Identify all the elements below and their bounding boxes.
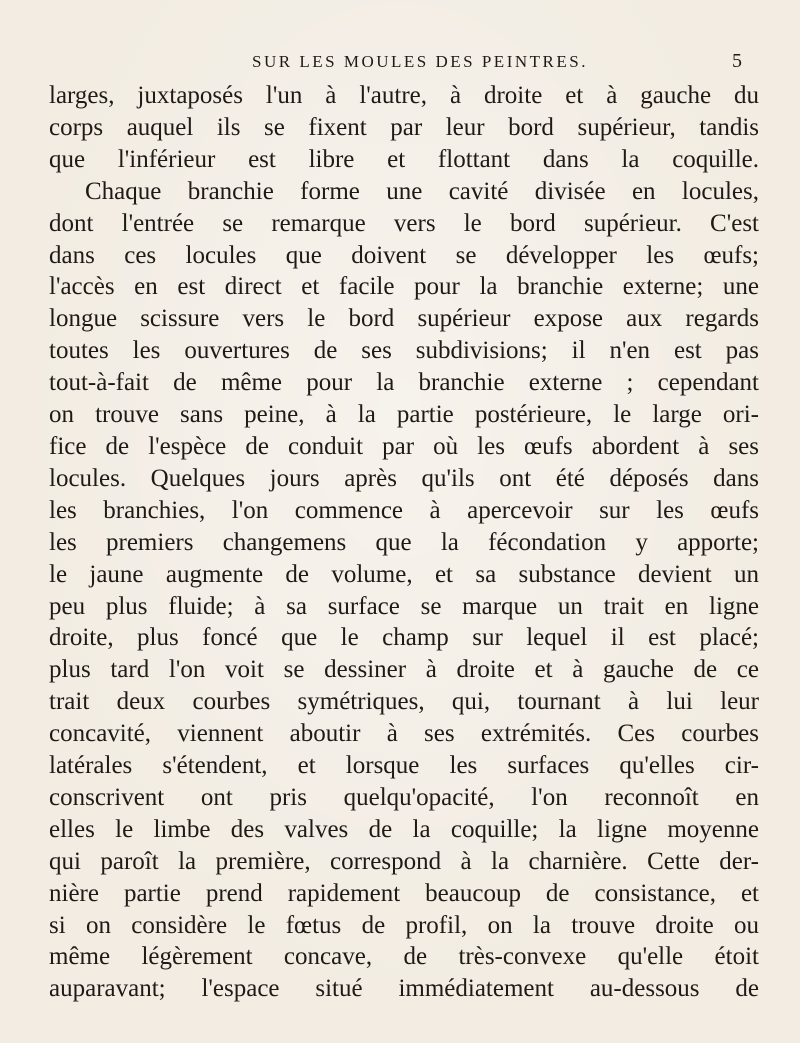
text-line: latérales s'étendent, et lorsque les surfaces qu'elles cir-: [49, 752, 759, 780]
page-number: 5: [732, 50, 742, 72]
text-line: locules. Quelques jours après qu'ils ont été déposés dans: [49, 464, 759, 492]
text-line: trait deux courbes symétriques, qui, tournant à lui leur: [49, 688, 759, 716]
text-line: toutes les ouvertures de ses subdivisions; il n'en est pas: [49, 337, 759, 365]
text-line: concavité, viennent aboutir à ses extrémités. Ces courbes: [49, 720, 759, 748]
text-line: peu plus fluide; à sa surface se marque un trait en ligne: [49, 592, 759, 620]
text-line: auparavant; l'espace situé immédiatement au-dessous de: [49, 975, 759, 1003]
text-line: fice de l'espèce de conduit par où les œufs abordent à ses: [49, 432, 759, 460]
text-line: conscrivent ont pris quelqu'opacité, l'on reconnoît en: [49, 783, 759, 811]
text-line: corps auquel ils se fixent par leur bord supérieur, tandis: [49, 113, 759, 141]
running-title: SUR LES MOULES DES PEINTRES.: [252, 52, 588, 71]
text-line: l'accès en est direct et facile pour la branchie externe; une: [49, 273, 759, 301]
text-line: dont l'entrée se remarque vers le bord supérieur. C'est: [49, 209, 759, 237]
text-line: larges, juxtaposés l'un à l'autre, à droite et à gauche du: [49, 82, 759, 109]
text-line: plus tard l'on voit se dessiner à droite et à gauche de ce: [49, 656, 759, 684]
text-line: nière partie prend rapidement beaucoup de consistance, et: [49, 879, 759, 907]
text-line: les premiers changemens que la fécondation y apporte;: [49, 528, 759, 556]
text-line: droite, plus foncé que le champ sur lequel il est placé;: [49, 624, 759, 652]
text-line: dans ces locules que doivent se développer les œufs;: [49, 241, 759, 269]
text-line: elles le limbe des valves de la coquille; la ligne moyenne: [49, 815, 759, 843]
text-line: même légèrement concave, de très-convexe qu'elle étoit: [49, 943, 759, 971]
body-text: [49, 80, 759, 1005]
text-line: Chaque branchie forme une cavité divisée en locules,: [85, 177, 759, 205]
text-line: si on considère le fœtus de profil, on la trouve droite ou: [49, 911, 759, 939]
text-line: qui paroît la première, correspond à la charnière. Cette der-: [49, 847, 759, 875]
text-line: longue scissure vers le bord supérieur expose aux regards: [49, 305, 759, 333]
text-line: les branchies, l'on commence à apercevoir sur les œufs: [49, 496, 759, 524]
text-line: que l'inférieur est libre et flottant dans la coquille.: [49, 145, 759, 173]
text-line: on trouve sans peine, à la partie postérieure, le large ori-: [49, 401, 759, 429]
text-line: le jaune augmente de volume, et sa substance devient un: [49, 560, 759, 588]
text-line: tout-à-fait de même pour la branchie externe ; cependant: [49, 369, 759, 397]
